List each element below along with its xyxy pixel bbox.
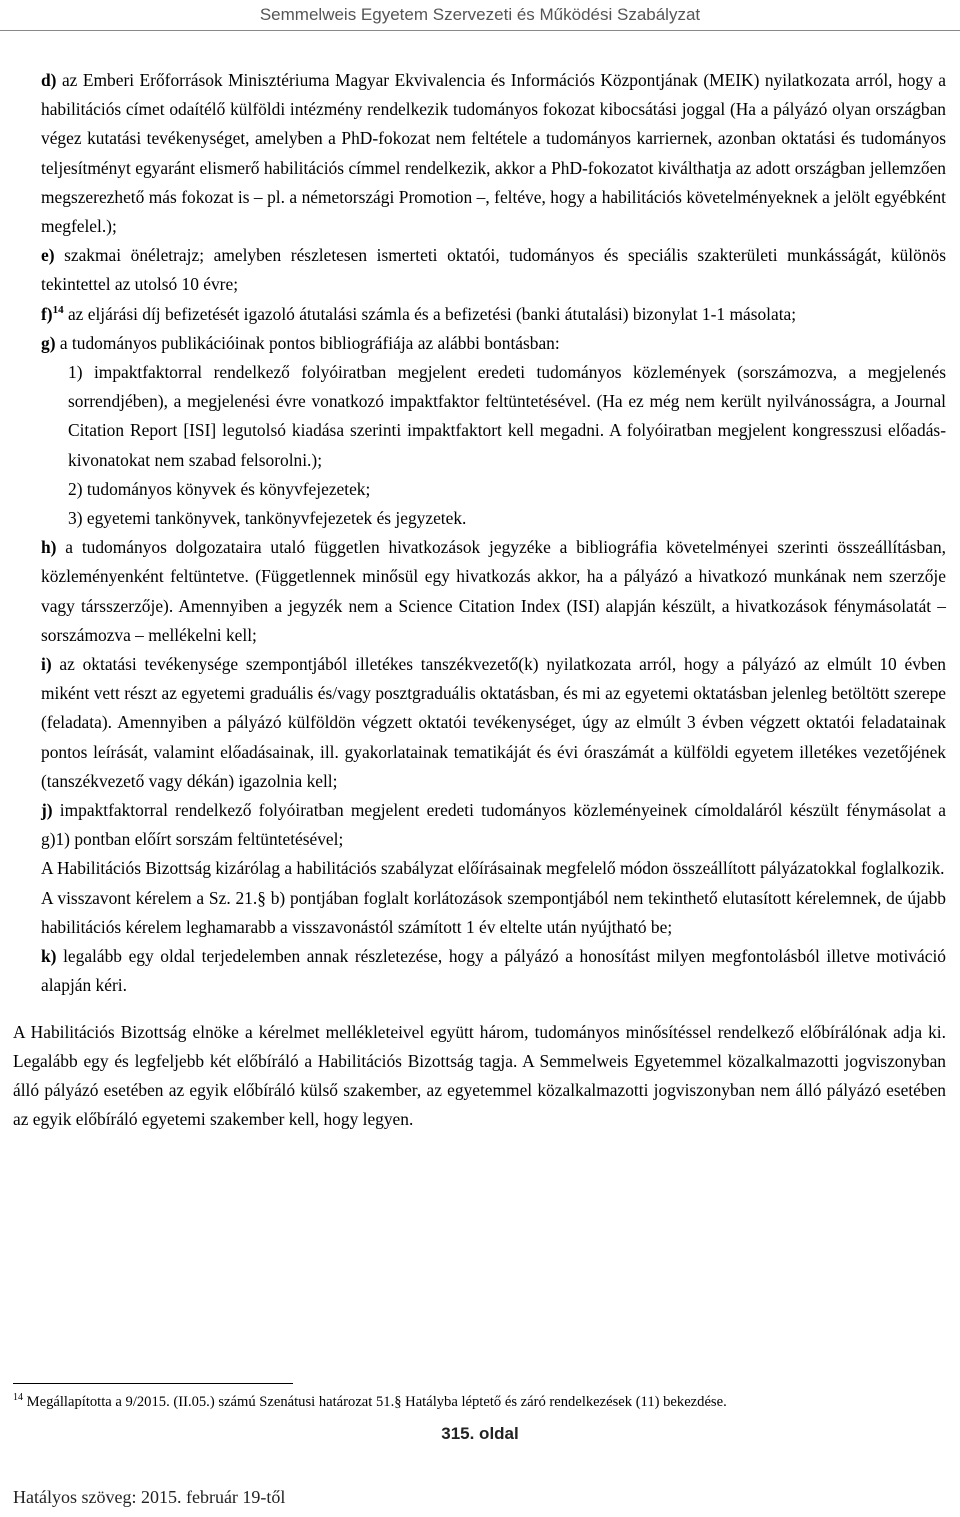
item-text: legalább egy oldal terjedelemben annak részletezése, hogy a pályázó a honosítást milyen megfontolásból illetve motiváció alapján kéri. (41, 946, 946, 996)
item-label: f) (41, 303, 53, 324)
item-text: az Emberi Erőforrások Minisztériuma Magyar Ekvivalencia és Információs Központjának (MEIK) nyilatkozata arról, hogy a habilitációs címet odaítélő külföldi intézmény rendelkezik tudományos fokozat kibocsátási joggal (Ha a pályázó olyan országban végez kutatási tevékenységet, amelyben a PhD-fokozat nem feltétele a tudományos karriernek, azonban oktatási és tudományos teljesítményt egyaránt elismerő habilitációs címmel rendelkezik, akkor a PhD-fokozatot kiválthatja az adott országban jellemzően megszerezhető más fokozat is – pl. a németországi Promotion –, feltéve, hogy a habilitációs követelményeknek a jelölt egyébként megfelel.); (41, 70, 946, 237)
paragraph-spacer (13, 1001, 946, 1018)
closing-paragraph: A Habilitációs Bizottság elnöke a kérelmet mellékleteivel együtt három, tudományos minősítéssel rendelkező előbírálónak adja ki. Legalább egy és legfeljebb két előbíráló a Habilitációs Bizottság tagja. A Semmelweis Egyetemmel közalkalmazotti jogviszonyban álló pályázó esetében az egyik előbíráló külső szakember, az egyetemmel közalkalmazotti jogviszonyban nem álló pályázó esetében az egyik előbíráló egyetemi szakember kell, hogy legyen. (13, 1021, 946, 1130)
paragraph-withdrawn-request: A visszavont kérelem a Sz. 21.§ b) pontjában foglalt korlátozások szempontjából nem tekinthető elutasított kérelemnek, de újabb habilitációs kérelem leghamarabb a visszavonástól számított 1 év eltelte után nyújtható be; (41, 887, 946, 937)
list-item-d (41, 66, 946, 241)
list-item-g (41, 329, 946, 358)
sub-item-g1 (68, 358, 946, 475)
footnote-reference[interactable]: 14 (52, 303, 64, 316)
item-label: 1) (68, 362, 83, 383)
page-footer: Hatályos szöveg: 2015. február 19-től (13, 1487, 286, 1507)
document-title: Semmelweis Egyetem Szervezeti és Működési Szabályzat (259, 5, 701, 24)
item-text: egyetemi tankönyvek, tankönyvfejezetek és jegyzetek. (82, 508, 467, 529)
item-text: impaktfaktorral rendelkező folyóiratban megjelent eredeti tudományos közleményeinek címoldaláról készült fénymásolat a g)1) pontban előírt sorszám feltüntetésével; (41, 800, 946, 850)
footnote-text: Megállapította a 9/2015. (II.05.) számú Szenátusi határozat 51.§ Hatályba léptető és záró rendelkezések (11) bekezdése. (23, 1394, 727, 1410)
item-label: 2) (68, 478, 83, 499)
list-item-h (41, 533, 946, 650)
footnote (13, 1392, 943, 1412)
item-label: i) (41, 654, 52, 675)
page-number: 315. oldal (441, 1424, 519, 1443)
sub-item-g2 (68, 475, 946, 504)
document-body (13, 66, 946, 1134)
item-text: az eljárási díj befizetését igazoló átutalási számla és a befizetési (banki átutalási) bizonylat 1-1 másolata; (63, 303, 797, 324)
item-text: impaktfaktorral rendelkező folyóiratban megjelent eredeti tudományos közlemények (sorszámozva, a megjelenés sorrendjében), a megjelenési évre vonatkozó impaktfaktor feltüntetésével. (Ha ez még nem került nyilvánosságra, a Journal Citation Report [ISI] legutolsó kiadása szerinti impaktfaktort kell megadni. A folyóiratban megjelent kongresszusi előadás-kivonatokat nem szabad felsorolni.); (68, 362, 946, 470)
list-item-f (41, 300, 946, 329)
page-header (0, 4, 960, 31)
item-label: h) (41, 537, 57, 558)
item-text: tudományos könyvek és könyvfejezetek; (82, 478, 371, 499)
item-text: az oktatási tevékenysége szempontjából illetékes tanszékvezető(k) nyilatkozata arról, hogy a pályázó az elmúlt 10 évben miként vett részt az egyetemi graduális és/vagy posztgraduális oktatásban, és mi az egyetemi oktatásban jelenleg betöltött szerepe (feladata). Amennyiben a pályázó külföldön végzett oktatói tevékenységet, úgy az elmúlt 3 évben végzett oktatói feladatainak pontos leírását, valamint előadásainak, ill. gyakorlatainak tematikáját és évi óraszámát a külföldi egyetem illetékes vezetőjének (tanszékvezető vagy dékán) igazolnia kell; (41, 654, 946, 791)
paragraph-committee-rule: A Habilitációs Bizottság kizárólag a habilitációs szabályzat előírásainak megfelelő módon összeállított pályázatokkal foglalkozik. (41, 858, 945, 879)
list-item-k (41, 942, 946, 1000)
footnote-number: 14 (13, 1392, 23, 1404)
footnote-divider (13, 1383, 293, 1384)
item-label: g) (41, 332, 56, 353)
list-item-e (41, 241, 946, 299)
list-item-i (41, 650, 946, 796)
item-text: a tudományos publikációinak pontos bibliográfiája az alábbi bontásban: (55, 332, 560, 353)
item-label: e) (41, 245, 55, 266)
item-text: szakmai önéletrajz; amelyben részletesen ismerteti oktatói, tudományos és speciális szakterületi munkásságát, különös tekintettel az utolsó 10 évre; (41, 245, 946, 295)
item-text: a tudományos dolgozataira utaló független hivatkozások jegyzéke a bibliográfia követelményei szerinti összeállításban, közleményenként feltüntetve. (Függetlennek minősül egy hivatkozás akkor, ha a pályázó a hivatkozó munkának nem szerzője vagy társszerzője). Amennyiben a jegyzék nem a Science Citation Index (ISI) alapján készült, a hivatkozások fénymásolatát – sorszámozva – mellékelni kell; (41, 537, 946, 645)
list-item-j (41, 796, 946, 854)
item-label: d) (41, 70, 57, 90)
item-label: j) (41, 800, 53, 821)
item-label: k) (41, 946, 57, 967)
item-label: 3) (68, 508, 83, 529)
sub-item-g3 (68, 504, 946, 533)
